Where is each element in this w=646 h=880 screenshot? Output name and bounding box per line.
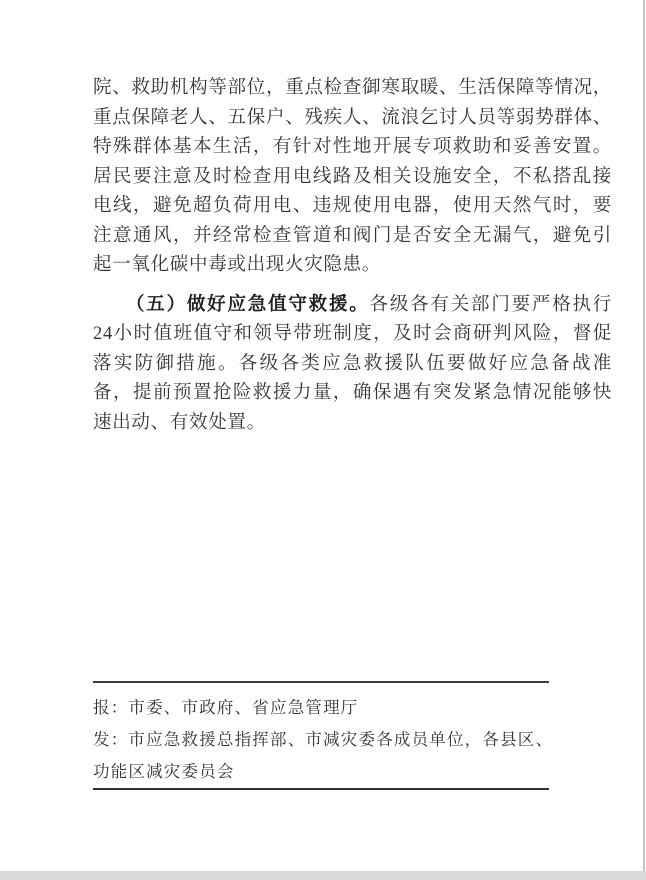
text-line: 特殊群体基本生活，有针对性地开展专项救助和妥善安置。 [93, 137, 612, 157]
text-line: 居民要注意及时检查用电线路及相关设施安全，不私搭乱接 [93, 166, 612, 187]
text-line: 重点保障老人、五保户、残疾人、流浪乞讨人员等弱势群体、 [93, 107, 612, 128]
text-line: 电线，避免超负荷用电、违规使用电器，使用天然气时，要 [93, 196, 612, 216]
text-line: 速出动、有效处置。 [93, 412, 266, 433]
section-heading: （五）做好应急值守救援。 [126, 294, 370, 315]
text-line: 落实防御措施。各级各类应急救援队伍要做好应急备战准 [93, 353, 612, 374]
paragraph-section-five [93, 291, 612, 439]
footer-distribution-line: 发：市应急救援总指挥部、市减灾委各成员单位，各县区、 [93, 730, 554, 749]
page-edge-right [643, 0, 645, 880]
text-line: 院、救助机构等部位，重点检查御寒取暖、生活保障等情况， [93, 78, 612, 98]
page-edge-bottom [0, 871, 646, 880]
text-line: 24小时值班值守和领导带班制度，及时会商研判风险，督促 [93, 324, 612, 344]
section-heading-rest: 各级各有关部门要严格执行 [369, 294, 612, 315]
footer-rule-bottom [93, 788, 549, 790]
footer-rule-top [93, 681, 549, 683]
footer-distribution-block [93, 681, 554, 790]
footer-report-line: 报：市委、市政府、省应急管理厅 [93, 698, 359, 717]
body-text [93, 74, 612, 438]
footer-distribution-line-wrap: 功能区减灾委员会 [93, 762, 235, 781]
paragraph-continuation [93, 74, 612, 281]
text-line: 注意通风，并经常检查管道和阀门是否安全无漏气，避免引 [93, 225, 612, 246]
text-line: 起一氧化碳中毒或出现火灾隐患。 [93, 255, 382, 275]
section-heading-line [93, 291, 612, 321]
text-line: 备，提前预置抢险救援力量，确保遇有突发紧急情况能够快 [93, 383, 612, 403]
